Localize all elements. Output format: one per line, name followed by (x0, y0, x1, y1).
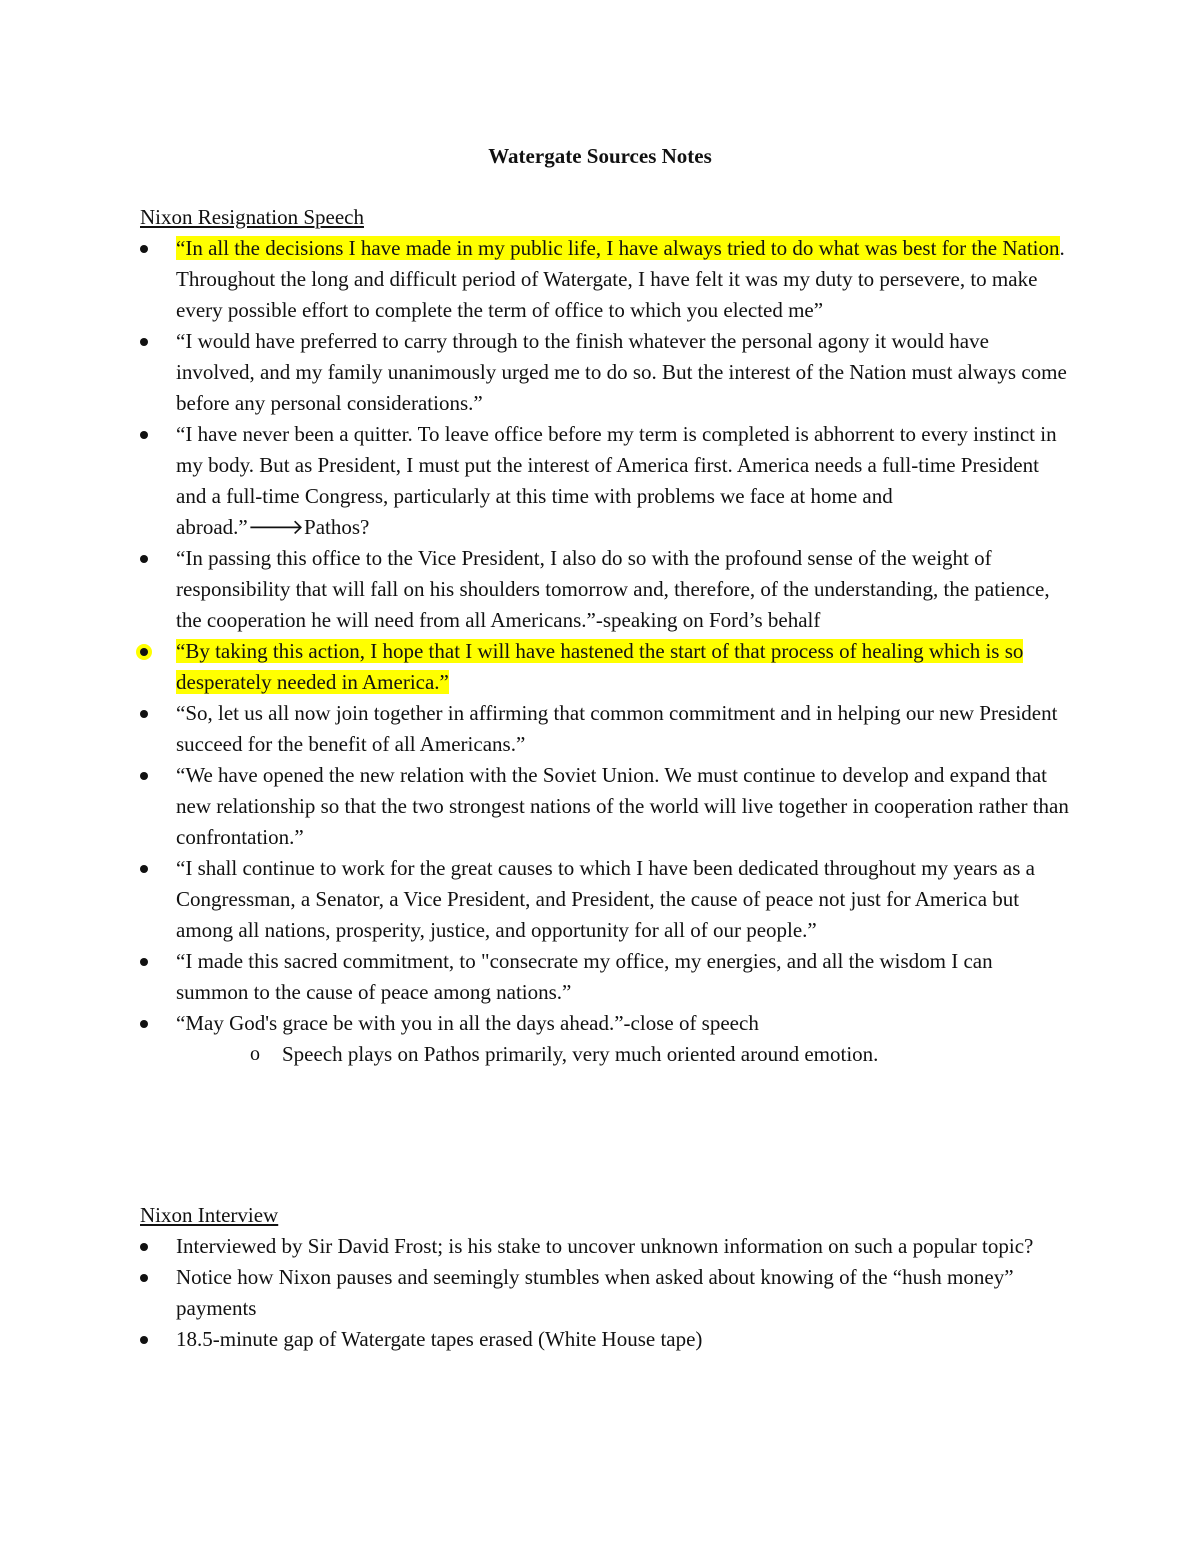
section-nixon-interview (140, 1200, 1070, 1355)
list-item (140, 1008, 1070, 1039)
sub-list-item (140, 1039, 1070, 1070)
bullet-list (140, 233, 1070, 1039)
item-text: “We have opened the new relation with the Soviet Union. We must continue to develop and expand that new relationship so that the two strongest nations of the world will live together in cooperation rather than confrontation.” (176, 763, 1069, 849)
item-text: Interviewed by Sir David Frost; is his stake to uncover unknown information on such a popular topic? (176, 1234, 1034, 1258)
item-text: “So, let us all now join together in affirming that common commitment and in helping our new President succeed for the benefit of all Americans.” (176, 701, 1058, 756)
bullet-icon (140, 245, 148, 253)
list-item (140, 760, 1070, 853)
list-item (140, 636, 1070, 698)
bullet-icon (140, 1243, 148, 1251)
list-item (140, 543, 1070, 636)
bullet-icon (140, 338, 148, 346)
bullet-icon (140, 772, 148, 780)
bullet-icon (140, 1274, 148, 1282)
highlighted-text: “By taking this action, I hope that I will have hastened the start of that process of healing which is so desperately needed in America.” (176, 639, 1024, 694)
list-item (140, 1231, 1070, 1262)
section-heading: Nixon Resignation Speech (140, 205, 364, 229)
bullet-icon (140, 555, 148, 563)
item-text: “May God's grace be with you in all the days ahead.”-close of speech (176, 1011, 759, 1035)
list-item (140, 853, 1070, 946)
section-heading: Nixon Interview (140, 1203, 279, 1227)
bullet-icon (140, 431, 148, 439)
item-text: . Throughout the long and difficult period of Watergate, I have felt it was my duty to persevere, to make every possible effort to complete the term of office to which you elected me” (176, 236, 1065, 322)
bullet-icon (140, 1336, 148, 1344)
section-resignation-speech (140, 202, 1070, 1070)
bullet-icon (140, 710, 148, 718)
list-item (140, 1324, 1070, 1355)
list-item (140, 698, 1070, 760)
sub-item-text: Speech plays on Pathos primarily, very much oriented around emotion. (282, 1042, 879, 1066)
item-text: Notice how Nixon pauses and seemingly stumbles when asked about knowing of the “hush money” payments (176, 1265, 1014, 1320)
document-title: Watergate Sources Notes (488, 144, 712, 168)
item-text: “I made this sacred commitment, to "consecrate my office, my energies, and all the wisdom I can summon to the cause of peace among nations.” (176, 949, 993, 1004)
list-item (140, 419, 1070, 543)
item-text: “I would have preferred to carry through to the finish whatever the personal agony it would have involved, and my family unanimously urged me to do so. But the interest of the Nation must always come before any personal considerations.” (176, 329, 1067, 415)
item-text: “I shall continue to work for the great causes to which I have been dedicated throughout my years as a Congressman, a Senator, a Vice President, and President, the cause of peace not just for America but among all nations, prosperity, justice, and opportunity for all of our people.” (176, 856, 1035, 942)
item-text: “I have never been a quitter. To leave office before my term is completed is abhorrent to every instinct in my body. But as President, I must put the interest of America first. America needs a full-time President and a full-time Congress, particularly at this time with problems we face at home and abroad.”🡒Pathos? (176, 422, 1057, 539)
list-item (140, 946, 1070, 1008)
item-text: 18.5-minute gap of Watergate tapes erased (White House tape) (176, 1327, 703, 1351)
list-item (140, 326, 1070, 419)
highlighted-text: “In all the decisions I have made in my public life, I have always tried to do what was best for the Nation (176, 236, 1060, 260)
bullet-icon (140, 958, 148, 966)
list-item (140, 233, 1070, 326)
bullet-icon (140, 648, 148, 656)
bullet-icon (140, 865, 148, 873)
list-item (140, 1262, 1070, 1324)
item-text: “In passing this office to the Vice President, I also do so with the profound sense of the weight of responsibility that will fall on his shoulders tomorrow and, therefore, of the understanding, the patience, the cooperation he will need from all Americans.”-speaking on Ford’s behalf (176, 546, 1050, 632)
circle-bullet-icon: o (250, 1043, 260, 1065)
bullet-list (140, 1231, 1070, 1355)
bullet-icon (140, 1020, 148, 1028)
